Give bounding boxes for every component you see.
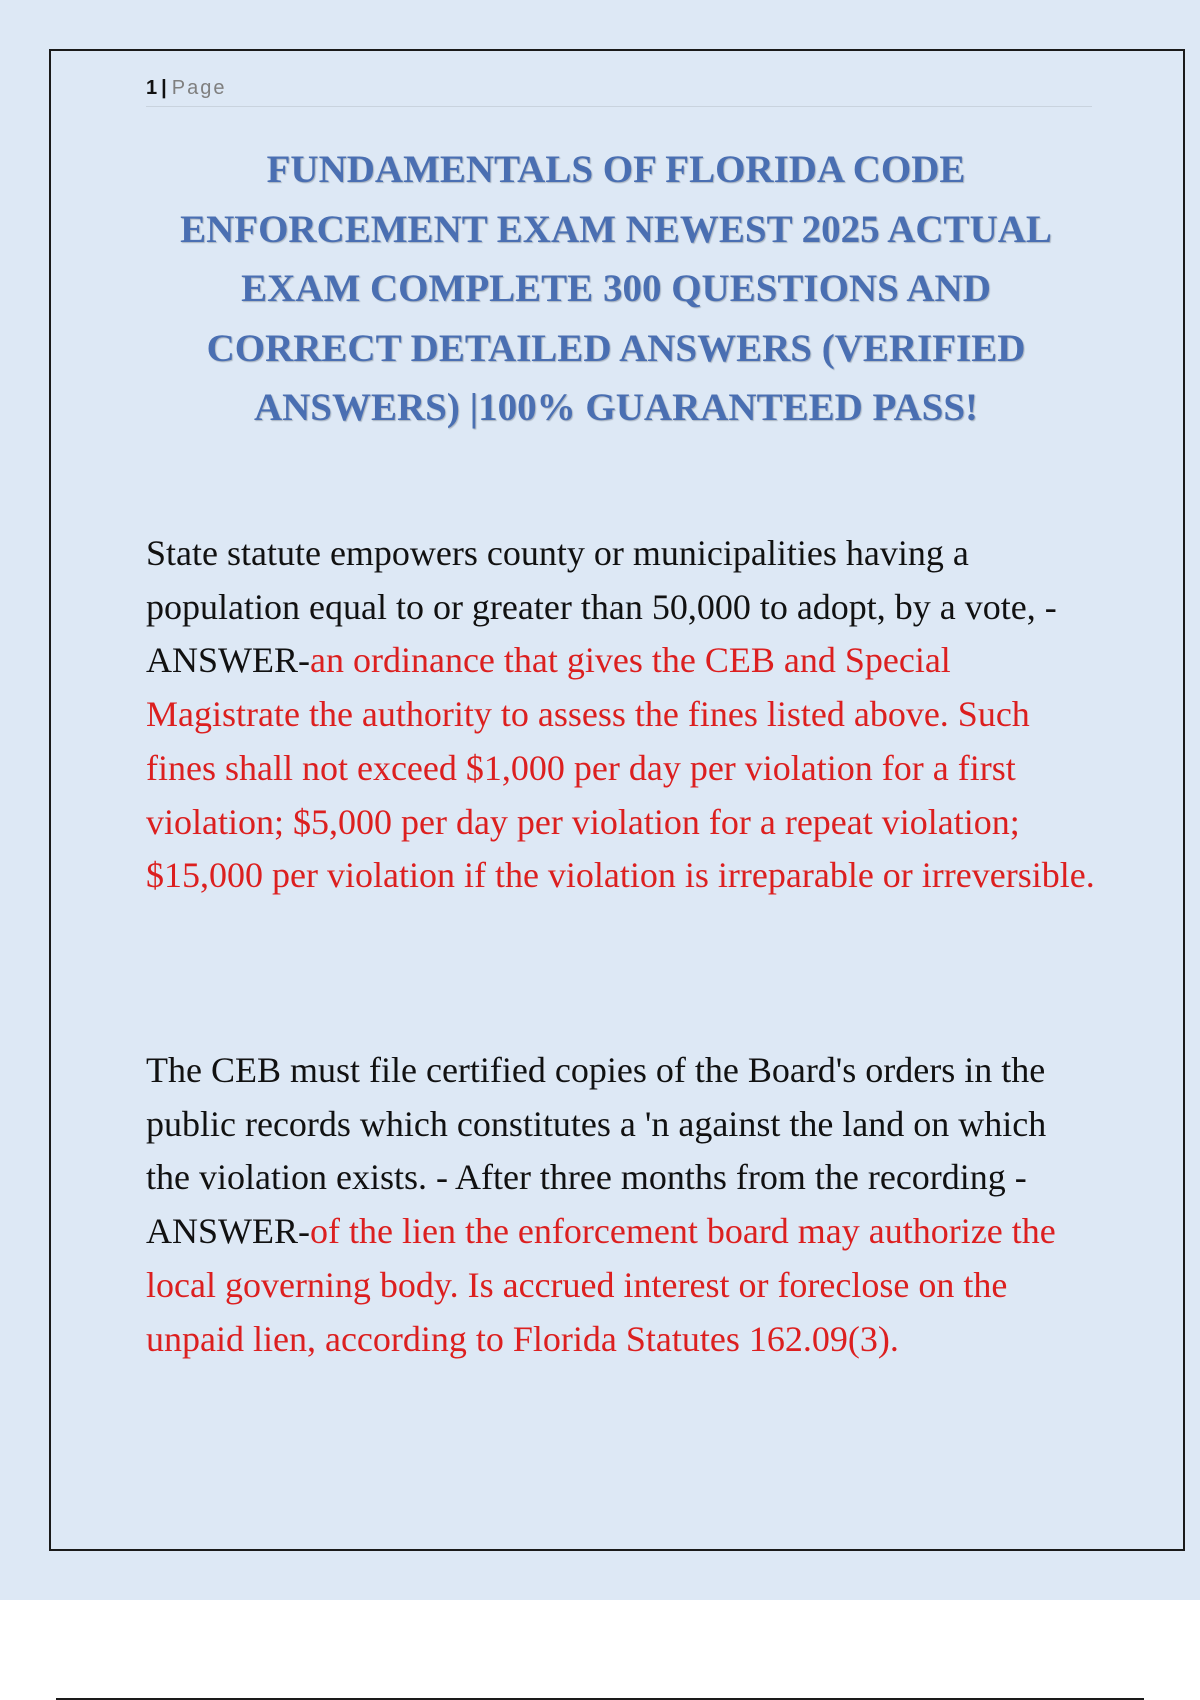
title-line: FUNDAMENTALS OF FLORIDA CODE	[266, 148, 966, 191]
answer-text: an ordinance that gives the CEB and Special Magistrate the authority to assess the fines listed above. Such fines shall not exceed $1,000 per day per violation for a first violation; $5,000 per day per violation for a repeat violation; $15,000 per violation if the violation is irreparable or irreversible.	[146, 640, 1095, 896]
question-text: State statute empowers county or municipalities having a population equal to or greater than 50,000 to adopt, by a vote, - ANSWER-	[146, 533, 1057, 681]
page-header	[146, 74, 1092, 107]
title-line: CORRECT DETAILED ANSWERS (VERIFIED	[206, 326, 1026, 370]
document-title	[146, 140, 1086, 438]
page-separator: |	[161, 77, 167, 99]
title-line: EXAM COMPLETE 300 QUESTIONS AND	[241, 267, 991, 310]
page-number: 1	[146, 77, 158, 99]
title-line: ENFORCEMENT EXAM NEWEST 2025 ACTUAL	[180, 207, 1052, 251]
answer-text: of the lien the enforcement board may authorize the local governing body. Is accrued interest or foreclose on the unpaid lien, according to Florida Statutes 162.09(3).	[146, 1211, 1056, 1359]
qa-item-1	[146, 527, 1096, 903]
title-line: ANSWERS) |100% GUARANTEED PASS!	[253, 386, 979, 429]
qa-item-2	[146, 1044, 1096, 1366]
page-label: Page	[171, 77, 227, 99]
question-text: The CEB must file certified copies of the Board's orders in the public records which constitutes a 'n against the land on which the violation exists. - After three months from the recording - ANSWER-	[146, 1050, 1047, 1252]
